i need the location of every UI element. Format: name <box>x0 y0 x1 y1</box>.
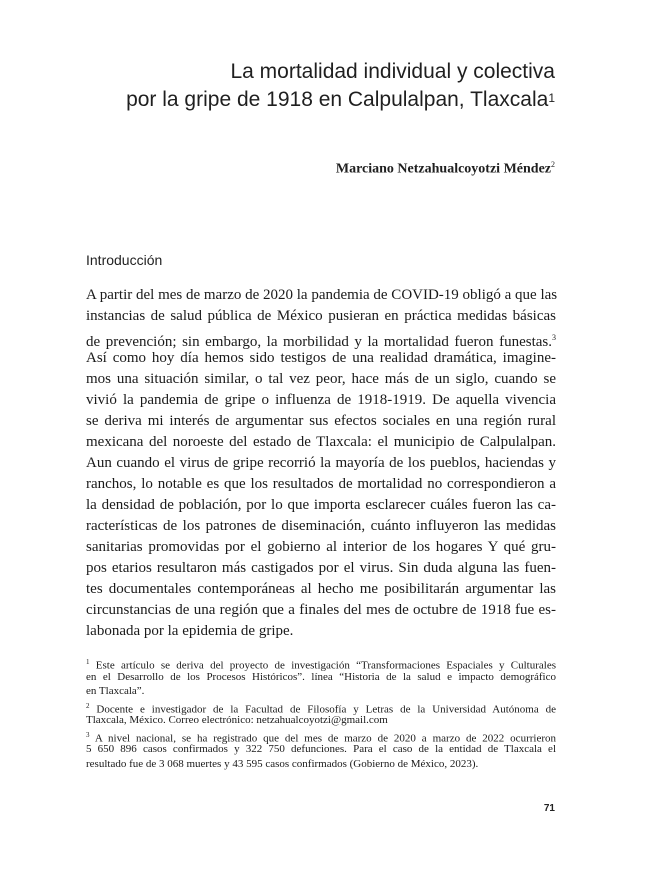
chapter-title-line-1: La mortalidad individual y colectiva <box>230 60 555 83</box>
body-line: sanitarias promovidas por el gobierno al interior de los hogares Y qué gru- <box>86 539 556 555</box>
body-line: labonada por la epidemia de gripe. <box>86 623 294 639</box>
section-heading: Introducción <box>86 252 163 268</box>
footnote-mark: 3 <box>86 730 90 739</box>
body-text <box>86 285 556 642</box>
chapter-title-line-2-text: por la gripe de 1918 en Calpulalpan, Tlaxcala <box>126 88 549 111</box>
body-line: circunstancias de una región que a finales del mes de octubre de 1918 fue es- <box>86 602 556 618</box>
footnote-line: resultado fue de 3 068 muertes y 43 595 casos confirmados (Gobierno de México, 2023). <box>86 757 479 770</box>
footnote-line-text: Docente e investigador de la Facultad de Filosofía y Letras de la Universidad Autónoma de <box>96 703 557 716</box>
footnote-line: en Tlaxcala”. <box>86 685 145 697</box>
chapter-title-line-2 <box>55 86 555 114</box>
footnotes <box>86 655 556 771</box>
body-footnote-mark: 3 <box>552 333 556 342</box>
footnote-line-text: Este artículo se deriva del proyecto de investigación “Transformaciones Espaciales y Culturales <box>95 659 556 672</box>
body-line-text: de prevención; sin embargo, la morbilidad y la mortalidad fueron funestas. <box>86 334 552 350</box>
footnote-3 <box>86 728 556 772</box>
body-line: mexicana del noroeste del estado de Tlaxcala: el municipio de Calpulalpan. <box>86 434 556 450</box>
title-footnote-mark: 1 <box>548 91 555 105</box>
footnote-mark: 2 <box>86 701 90 710</box>
body-line: racterísticas de los patrones de diseminación, cuánto influyeron las medidas <box>86 518 556 534</box>
body-line: se deriva mi interés de argumentar sus efectos sociales en una región rural <box>86 413 556 429</box>
body-line <box>86 327 556 348</box>
body-line: la densidad de población, por lo que importa esclarecer cuáles fueron las ca- <box>86 497 556 513</box>
body-line: ranchos, lo notable es que los resultados de mortalidad no correspondieron a <box>86 476 556 492</box>
body-line: A partir del mes de marzo de 2020 la pandemia de COVID-19 obligó a que las <box>86 287 558 303</box>
footnote-mark: 1 <box>86 658 90 666</box>
body-line: pos etarios resultaron más castigados por el virus. Sin duda alguna las fuen- <box>86 560 556 576</box>
footnote-line <box>86 655 556 670</box>
page-number: 71 <box>543 803 555 814</box>
author-footnote-mark: 2 <box>551 160 555 169</box>
body-line: vivió la pandemia de gripe o influenza de 1918-1919. De aquella vivencia <box>86 392 556 408</box>
footnote-line <box>86 728 556 743</box>
footnote-line: Tlaxcala, México. Correo electrónico: netzahualcoyotzi@gmail.com <box>86 714 388 726</box>
footnote-line: en el Desarrollo de los Procesos Históricos”. línea “Historia de la salud e impacto demográfico <box>86 670 556 683</box>
body-line: mos una situación similar, o tal vez peor, hace más de un siglo, cuando se <box>86 371 556 387</box>
footnote-2 <box>86 699 556 728</box>
footnote-line <box>86 699 556 714</box>
body-line: Así como hoy día hemos sido testigos de una realidad dramática, imagine- <box>86 350 556 366</box>
chapter-title <box>55 58 555 114</box>
body-line: Aun cuando el virus de gripe recorrió la mayoría de los pueblos, haciendas y <box>86 455 556 471</box>
footnote-1 <box>86 655 556 699</box>
body-line: tes documentales contemporáneas al hecho me posibilitarán argumentar las <box>86 581 556 597</box>
footnote-line: 5 650 896 casos confirmados y 322 750 defunciones. Para el caso de la entidad de Tlaxcala el <box>86 743 556 755</box>
body-line: instancias de salud pública de México pusieran en práctica medidas básicas <box>86 308 556 324</box>
author-name-text: Marciano Netzahualcoyotzi Méndez <box>335 161 551 177</box>
author-name <box>336 160 555 178</box>
footnote-line-text: A nivel nacional, se ha registrado que del mes de marzo de 2020 a marzo de 2022 ocurrieron <box>94 732 556 745</box>
